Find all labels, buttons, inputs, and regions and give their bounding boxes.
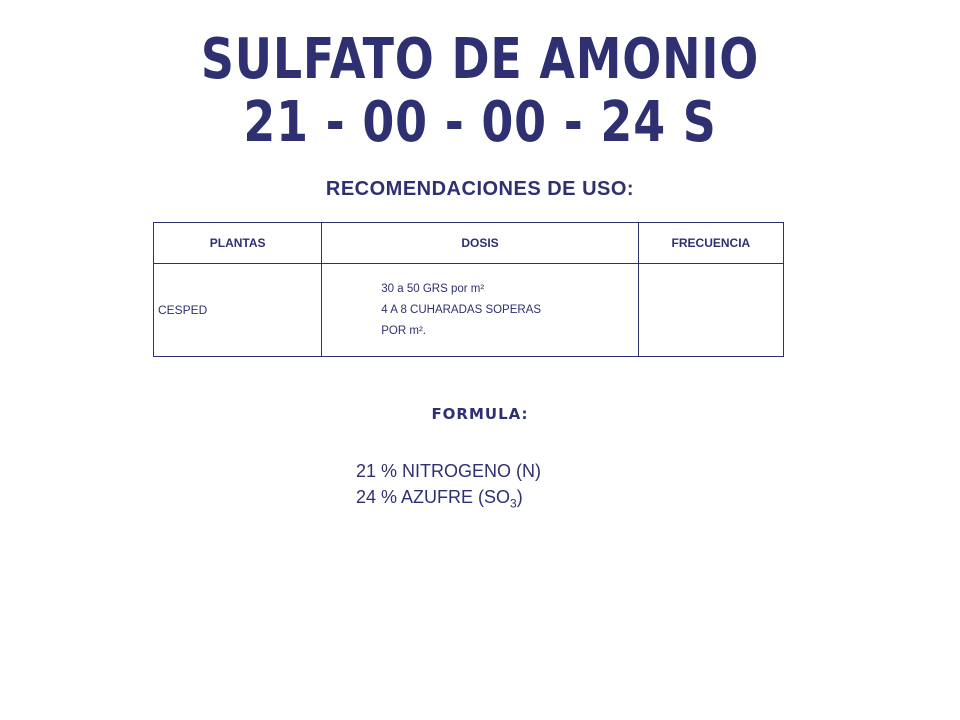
formula-composition: [356, 458, 541, 517]
formula-sulfur-text: 24 % AZUFRE (SO: [356, 487, 511, 507]
formula-sulfur-subscript: 3: [510, 496, 517, 511]
header-dosis: DOSIS: [322, 223, 639, 264]
product-title: SULFATO DE AMONIO: [200, 27, 760, 92]
cell-planta: [154, 264, 322, 357]
recommendations-heading: RECOMENDACIONES DE USO:: [325, 178, 635, 200]
formula-heading: FORMULA:: [431, 405, 529, 423]
product-formula-code: 21 - 00 - 00 - 24 S: [243, 90, 717, 155]
usage-table: [153, 222, 784, 357]
dose-line: POR m².: [381, 324, 426, 337]
table-row: [154, 264, 784, 357]
cell-frecuencia: [638, 264, 783, 357]
header-plantas: PLANTAS: [154, 223, 322, 264]
formula-sulfur: [356, 484, 541, 517]
cell-dosis: [322, 264, 639, 357]
dose-line: 4 A 8 CUHARADAS SOPERAS: [381, 303, 542, 316]
formula-sulfur-suffix: ): [516, 487, 523, 507]
table-header-row: [154, 223, 784, 264]
formula-nitrogen: 21 % NITROGENO (N): [356, 461, 542, 481]
dose-line: 30 a 50 GRS por m²: [381, 282, 485, 295]
plant-name: CESPED: [158, 303, 208, 317]
dose-lines: [322, 279, 638, 342]
header-frecuencia: FRECUENCIA: [638, 223, 783, 264]
